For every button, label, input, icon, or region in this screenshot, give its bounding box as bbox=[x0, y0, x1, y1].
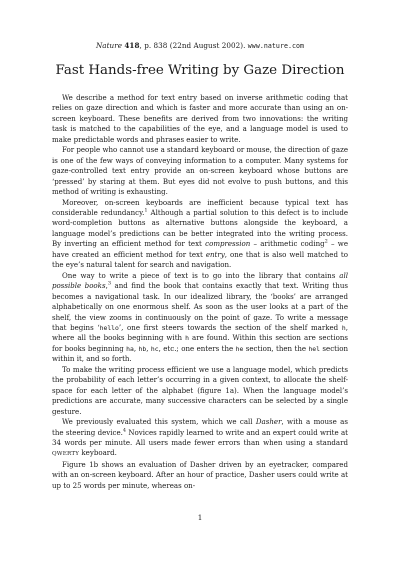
journal-name: Nature bbox=[95, 41, 123, 50]
footnote-ref: 4 bbox=[122, 427, 127, 434]
emphasis: entry bbox=[205, 249, 225, 259]
text-run: and find the book that contains exactly that text. Writing thus becomes a navigational task. In our idealized library, the ‘books’ are arranged alphabetically on one enormous shelf. As soon as the user looks at a part of the shelf, the view zooms in continuously on the point of gaze. To write a message that begins ‘ bbox=[52, 281, 348, 332]
code-text: hel bbox=[308, 344, 320, 353]
text-run: ’, one first steers towards the section of the shelf marked bbox=[118, 322, 342, 332]
emphasis: compression bbox=[205, 239, 251, 249]
footnote-ref: 3 bbox=[107, 280, 112, 287]
text-run: keyboard. bbox=[79, 448, 117, 458]
text-run: , where all the books beginning with bbox=[52, 322, 348, 343]
text-run: Figure 1b shows an evaluation of Dasher driven by an eyetracker, compared with an on-screen keyboard. After an hour of practice, Dasher users could write at up to 25 words per minute, whereas on- bbox=[52, 459, 348, 490]
page-number: 1 bbox=[197, 513, 203, 522]
text-run: Novices rapidly learned to write and an expert could write at 34 words per minute. All users made fewer errors than when using a standard bbox=[52, 427, 348, 447]
paragraph-evaluation bbox=[52, 460, 348, 491]
paragraph-dasher bbox=[52, 417, 348, 460]
text-run: – we have created an efficient method for text bbox=[52, 239, 348, 259]
journal-url: www.nature.com bbox=[247, 42, 305, 50]
paragraph-library bbox=[52, 271, 348, 365]
footnote-ref: 1 bbox=[144, 207, 148, 214]
text-run: Although a partial solution to this defect is to include word-completion buttons as alternative buttons alongside the keyboard, a language model’s predictions can be better integrated into the writing process. By inverting an efficient method for text bbox=[52, 207, 349, 249]
journal-volume: 418 bbox=[124, 41, 140, 50]
text-run: section within it, and so forth. bbox=[52, 343, 349, 364]
text-run: To make the writing process efficient we use a language model, which predicts the probability of each letter’s occurring in a given context, to allocate the shelf-space for each letter of the alphabet (figure 1a). When the language model’s predictions are accurate, many successive characters can be selected by a single gesture. bbox=[52, 364, 348, 416]
text-run: We previously evaluated this system, which we call bbox=[62, 417, 256, 427]
text-run: section, then the bbox=[243, 343, 309, 353]
code-text: h bbox=[185, 334, 189, 343]
footnote-ref: 2 bbox=[324, 239, 328, 245]
body-text bbox=[52, 93, 348, 491]
code-text: ha bbox=[126, 344, 134, 353]
text-run: Moreover, on-screen keyboards are inefficient because typical text has considerable redundancy. bbox=[52, 197, 348, 217]
code-text: hc bbox=[150, 344, 159, 353]
text-run: One way to write a piece of text is to go into the library that contains bbox=[62, 270, 340, 280]
text-run: – arithmetic coding bbox=[250, 239, 325, 249]
text-run: For people who cannot use a standard keyboard or mouse, the direction of gaze is one of the few ways of conveying information to a computer. Many systems for gaze-controlled text entry provide an on-screen keyboard whose buttons are ‘pressed’ by staring at them. But eyes did not evolve to push buttons, and this method of writing is exhausting. bbox=[52, 145, 348, 197]
code-text: hb bbox=[138, 344, 147, 353]
emphasis: all possible books bbox=[52, 270, 348, 291]
code-text: hello bbox=[99, 323, 119, 332]
text-run: , bbox=[146, 343, 151, 353]
paragraph-redundancy bbox=[52, 198, 348, 271]
text-run: , one that is also well matched to the eye’s natural talent for search and navigation. bbox=[52, 249, 349, 270]
citation-line bbox=[0, 41, 400, 50]
small-caps-text: QWERTY bbox=[52, 451, 80, 458]
text-run: are found. Within this section are sections for books beginning bbox=[52, 333, 348, 353]
paragraph-gaze-intro bbox=[52, 145, 348, 197]
code-text: he bbox=[235, 344, 244, 353]
text-run: , etc.; one enters the bbox=[158, 343, 236, 353]
text-run: We describe a method for text entry based on inverse arithmetic coding that relies on gaze direction and which is faster and more accurate than using an on-screen keyboard. These benefits are derived from two innovations: the writing task is matched to the capabilities of the eye, and a language model is used to make predictable words and phrases easier to write. bbox=[52, 93, 348, 144]
code-text: h bbox=[341, 323, 346, 332]
emphasis: Dasher bbox=[255, 417, 282, 427]
paragraph-abstract bbox=[52, 93, 348, 145]
paragraph-language-model bbox=[52, 365, 348, 417]
citation-details: , p. 838 (22nd August 2002). bbox=[139, 41, 246, 50]
text-run: , with a mouse as the steering device. bbox=[52, 417, 348, 437]
text-run: , bbox=[133, 343, 139, 353]
text-run: , bbox=[105, 281, 108, 291]
paper-title: Fast Hands-free Writing by Gaze Direction bbox=[55, 63, 345, 78]
